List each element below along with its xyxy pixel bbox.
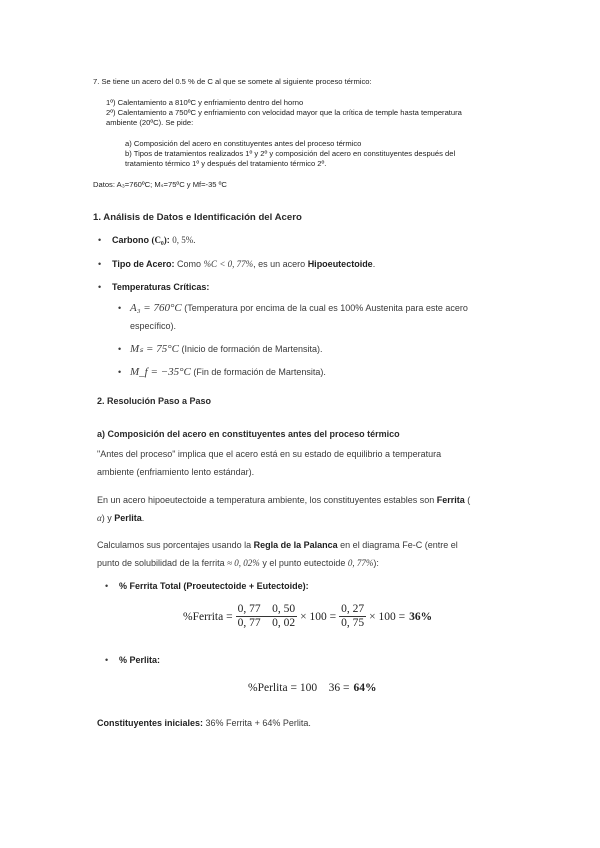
equation-ferrita: [183, 603, 432, 630]
eq1-tail: × 100 =: [369, 610, 406, 623]
bullet-mf: • M_f = −35°C (Fin de formación de Martensita).: [118, 366, 326, 378]
p2-pre: En un acero hipoeutectoide a temperatura ambiente, los constituyentes estables son: [97, 495, 435, 505]
paragraph-3-cont: [97, 557, 379, 569]
p3-end: ):: [373, 558, 379, 568]
eq2-lhs: %Perlita = 100 36 =: [248, 682, 350, 694]
eq1-fraction-2: [339, 603, 366, 630]
tipo-math: %C < 0, 77%: [203, 259, 254, 269]
eq1-f1-den: 0, 77 0, 02: [237, 617, 296, 629]
problem-ask-b: b) Tipos de tratamientos realizados 1º y 2º y composición del acero en constituyentes después del: [125, 149, 456, 158]
eq1-lhs: %Ferrita =: [183, 610, 233, 623]
final-text: 36% Ferrita + 64% Perlita.: [205, 718, 311, 728]
p3-mid: y el punto eutectoide: [262, 558, 346, 568]
eq1-fraction-1: [236, 603, 298, 630]
temps-label: Temperaturas Críticas:: [112, 282, 210, 292]
paragraph-2: [97, 494, 470, 506]
problem-statement: 7. Se tiene un acero del 0.5 % de C al que se somete al siguiente proceso térmico:: [93, 77, 372, 86]
mf-text: (Fin de formación de Martensita).: [193, 367, 326, 377]
perlita-label: % Perlita:: [119, 655, 161, 665]
p3-regla: Regla de la Palanca: [253, 540, 338, 550]
eq1-f1-num: 0, 77 0, 50: [237, 603, 296, 615]
problem-datos: Datos: A₃=760ºC; Mₛ=75ºC y Mf=-35 ºC: [93, 180, 227, 189]
paragraph-3: [97, 539, 458, 551]
section-2-title: 2. Resolución Paso a Paso: [97, 396, 212, 406]
p3-math-2: 0, 77%: [347, 558, 374, 568]
bullet-perlita: • % Perlita:: [105, 655, 161, 665]
paragraph-1: "Antes del proceso" implica que el acero está en su estado de equilibrio a temperatura: [97, 449, 442, 459]
eq1-result: 36%: [409, 610, 433, 623]
p2-ferrita: Ferrita: [436, 495, 465, 505]
p2-perlita: Perlita: [114, 513, 142, 523]
eq2-result: 64%: [353, 682, 377, 694]
tipo-mid: , es un acero: [253, 259, 306, 269]
p3-math-1: ≈ 0, 02%: [227, 558, 260, 568]
ferrita-total-label: % Ferrita Total (Proeutectoide + Eutectoide):: [119, 581, 309, 591]
section-1-title: 1. Análisis de Datos e Identificación del Acero: [93, 212, 302, 223]
mf-math: M_f = −35°C: [130, 366, 191, 378]
eq1-f2-num: 0, 27: [341, 603, 365, 615]
bullet-carbono: • Carbono (C₀): 0, 5%.: [98, 235, 196, 245]
tipo-bold: Hipoeutectoide: [307, 259, 373, 269]
ms-math: Mₛ = 75°C: [130, 343, 179, 355]
p3-pre2: punto de solubilidad de la ferrita: [97, 558, 225, 568]
p2-end: .: [141, 513, 145, 523]
a3-text: (Temperatura por encima de la cual es 100% Austenita para este acero: [184, 303, 468, 313]
p2-alpha: α: [97, 513, 102, 523]
bullet-a3: • A₃ = 760°C (Temperatura por encima de la cual es 100% Austenita para este acero: [118, 302, 468, 314]
bullet-tipo-acero: • Tipo de Acero: Como %C < 0, 77%, es un acero Hipoeutectoide.: [98, 259, 376, 269]
p3-post: en el diagrama Fe-C (entre el: [340, 540, 458, 550]
p2-paren: (: [467, 495, 471, 505]
final-line: [97, 717, 311, 729]
a3-text-cont: específico).: [130, 321, 177, 331]
bullet-ferrita-total: • % Ferrita Total (Proeutectoide + Eutectoide):: [105, 581, 309, 591]
problem-step-2-cont: ambiente (20ºC). Se pide:: [106, 118, 194, 127]
a3-math: A₃ = 760°C: [130, 302, 182, 314]
problem-step-2: 2º) Calentamiento a 750ºC y enfriamiento con velocidad mayor que la crítica de temple hasta temperatura: [106, 108, 462, 117]
problem-ask-a: a) Composición del acero en constituyentes antes del proceso térmico: [125, 139, 362, 148]
eq1-f2-den: 0, 75: [341, 617, 365, 629]
carbono-value: 0, 5%.: [172, 235, 196, 245]
ms-text: (Inicio de formación de Martensita).: [181, 344, 323, 354]
bullet-temperaturas: • Temperaturas Críticas:: [98, 282, 210, 292]
p2-mid: ) y: [101, 513, 112, 523]
problem-ask-b-cont: tratamiento térmico 1º y después del tratamiento térmico 2º.: [125, 159, 327, 168]
final-bold: Constituyentes iniciales:: [97, 718, 204, 728]
paragraph-1-cont: ambiente (enfriamiento lento estándar).: [97, 467, 255, 477]
carbono-symbol: (C₀): [151, 235, 167, 245]
p3-pre: Calculamos sus porcentajes usando la: [97, 540, 252, 550]
tipo-label: Tipo de Acero:: [112, 259, 175, 269]
section-2a-title: a) Composición del acero en constituyentes antes del proceso térmico: [97, 429, 400, 439]
bullet-ms: • Mₛ = 75°C (Inicio de formación de Martensita).: [118, 343, 323, 355]
paragraph-2-cont: [97, 512, 144, 524]
problem-step-1: 1º) Calentamiento a 810ºC y enfriamiento dentro del horno: [106, 98, 304, 107]
eq1-mid: × 100 =: [300, 610, 337, 623]
tipo-pre: Como: [177, 259, 202, 269]
equation-perlita: [248, 682, 376, 694]
carbono-label: Carbono: [112, 235, 149, 245]
